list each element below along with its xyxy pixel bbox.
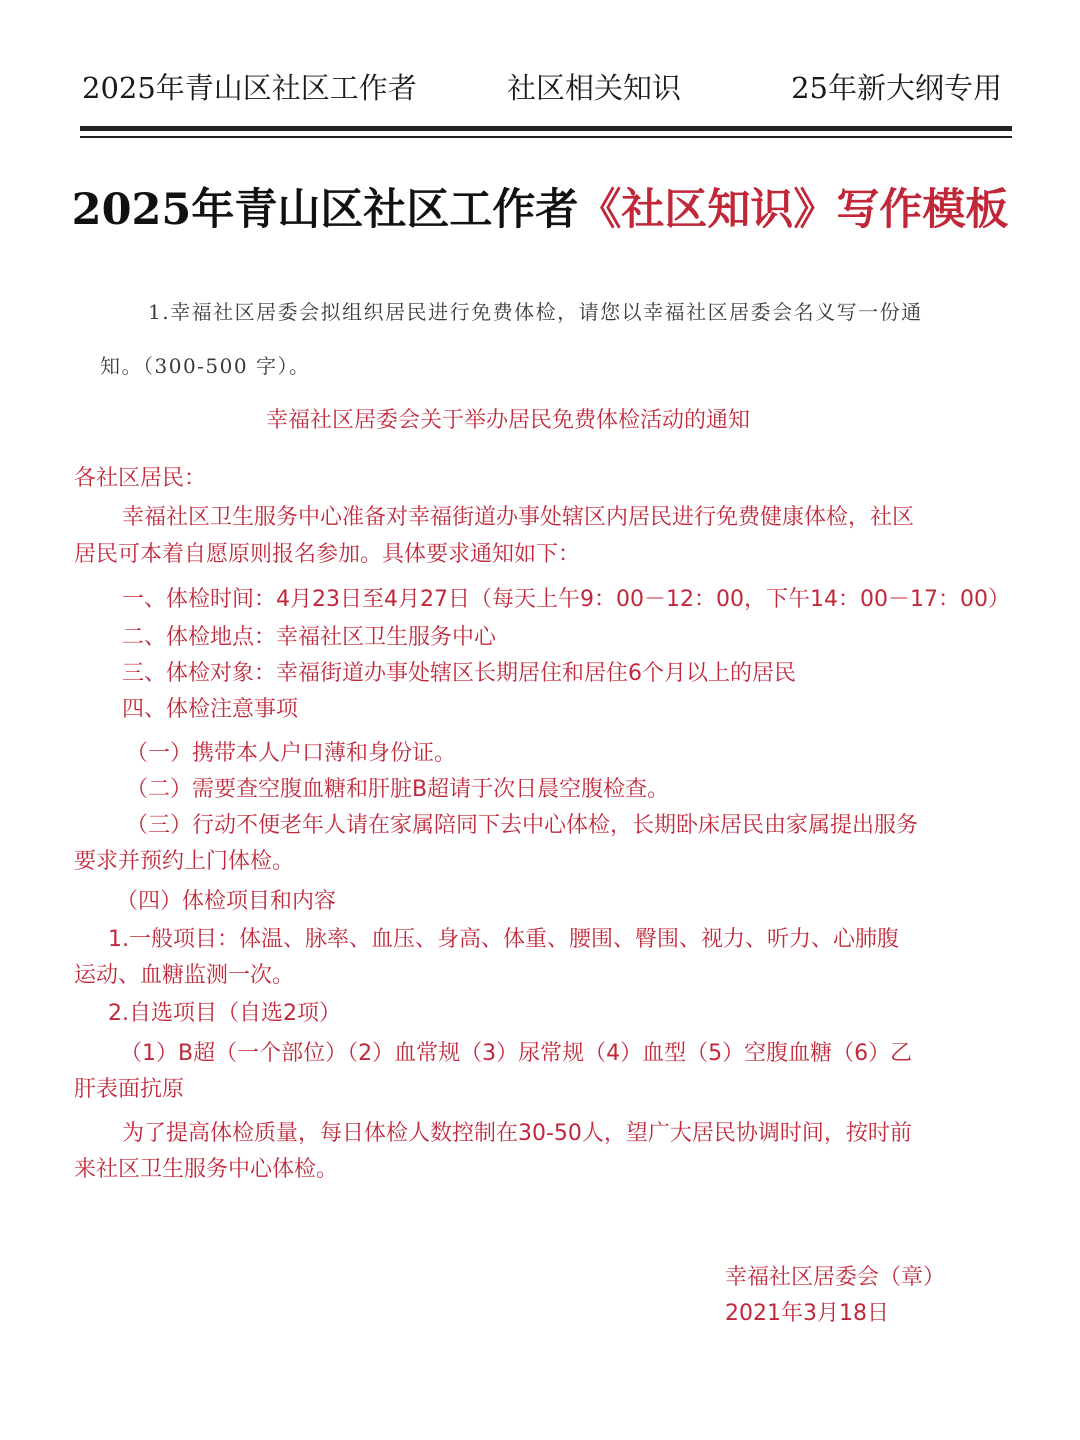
notice-closing-line-1: 为了提高体检质量，每日体检人数控制在30-50人，望广大居民协调时间，按时前 xyxy=(122,1121,912,1146)
notice-general-items-line-2: 运动、血糖监测一次。 xyxy=(74,963,295,988)
notice-sub-item-3-line-2: 要求并预约上门体检。 xyxy=(74,849,295,874)
notice-general-items-line-1: 1.一般项目：体温、脉率、血压、身高、体重、腰围、臀围、视力、听力、心肺腹 xyxy=(108,927,899,952)
question-prompt xyxy=(100,285,1020,393)
question-line-1: 1.幸福社区居委会拟组织居民进行免费体检，请您以幸福社区居委会名义写一份通 xyxy=(148,300,923,324)
header-divider-thin xyxy=(80,136,1012,138)
header-left-text: 2025年青山区社区工作者 xyxy=(82,71,417,105)
notice-sub-item-4: （四）体检项目和内容 xyxy=(116,889,337,914)
page-header xyxy=(82,66,1012,112)
notice-salutation: 各社区居民： xyxy=(74,466,207,491)
notice-signature: 幸福社区居委会（章） xyxy=(725,1265,946,1290)
notice-item-precautions: 四、体检注意事项 xyxy=(122,697,299,722)
page-title-black: 2025年青山区社区工作者 xyxy=(71,185,579,235)
notice-item-time: 一、体检时间：4月23日至4月27日（每天上午9：00－12：00，下午14：00－17：00） xyxy=(122,587,1010,612)
header-divider-thick xyxy=(80,126,1012,131)
notice-item-location: 二、体检地点：幸福社区卫生服务中心 xyxy=(122,625,497,650)
notice-sub-item-1: （一）携带本人户口薄和身份证。 xyxy=(126,741,457,766)
notice-optional-items: 2.自选项目（自选2项） xyxy=(108,1001,341,1026)
notice-intro-line-1: 幸福社区卫生服务中心准备对幸福街道办事处辖区内居民进行免费健康体检，社区 xyxy=(122,505,915,530)
question-line-2: 知。（300-500 字）。 xyxy=(100,354,311,378)
page-title-red: 《社区知识》写作模板 xyxy=(578,185,1009,235)
header-right-text: 25年新大纲专用 xyxy=(791,71,1002,105)
notice-intro-line-2: 居民可本着自愿原则报名参加。具体要求通知如下： xyxy=(74,542,581,567)
notice-sub-item-3-line-1: （三）行动不便老年人请在家属陪同下去中心体检，长期卧床居民由家属提出服务 xyxy=(126,813,919,838)
notice-sub-item-2: （二）需要查空腹血糖和肝脏B超请于次日晨空腹检查。 xyxy=(126,777,670,802)
notice-date: 2021年3月18日 xyxy=(725,1301,889,1326)
notice-item-target: 三、体检对象：幸福街道办事处辖区长期居住和居住6个月以上的居民 xyxy=(122,661,796,686)
notice-title: 幸福社区居委会关于举办居民免费体检活动的通知 xyxy=(265,408,750,433)
notice-options-line-2: 肝表面抗原 xyxy=(74,1077,185,1102)
page-title xyxy=(0,176,1080,237)
notice-options-line-1: （1）B超（一个部位）（2）血常规（3）尿常规（4）血型（5）空腹血糖（6）乙 xyxy=(120,1041,913,1066)
header-center-text: 社区相关知识 xyxy=(507,71,682,105)
notice-closing-line-2: 来社区卫生服务中心体检。 xyxy=(74,1157,339,1182)
